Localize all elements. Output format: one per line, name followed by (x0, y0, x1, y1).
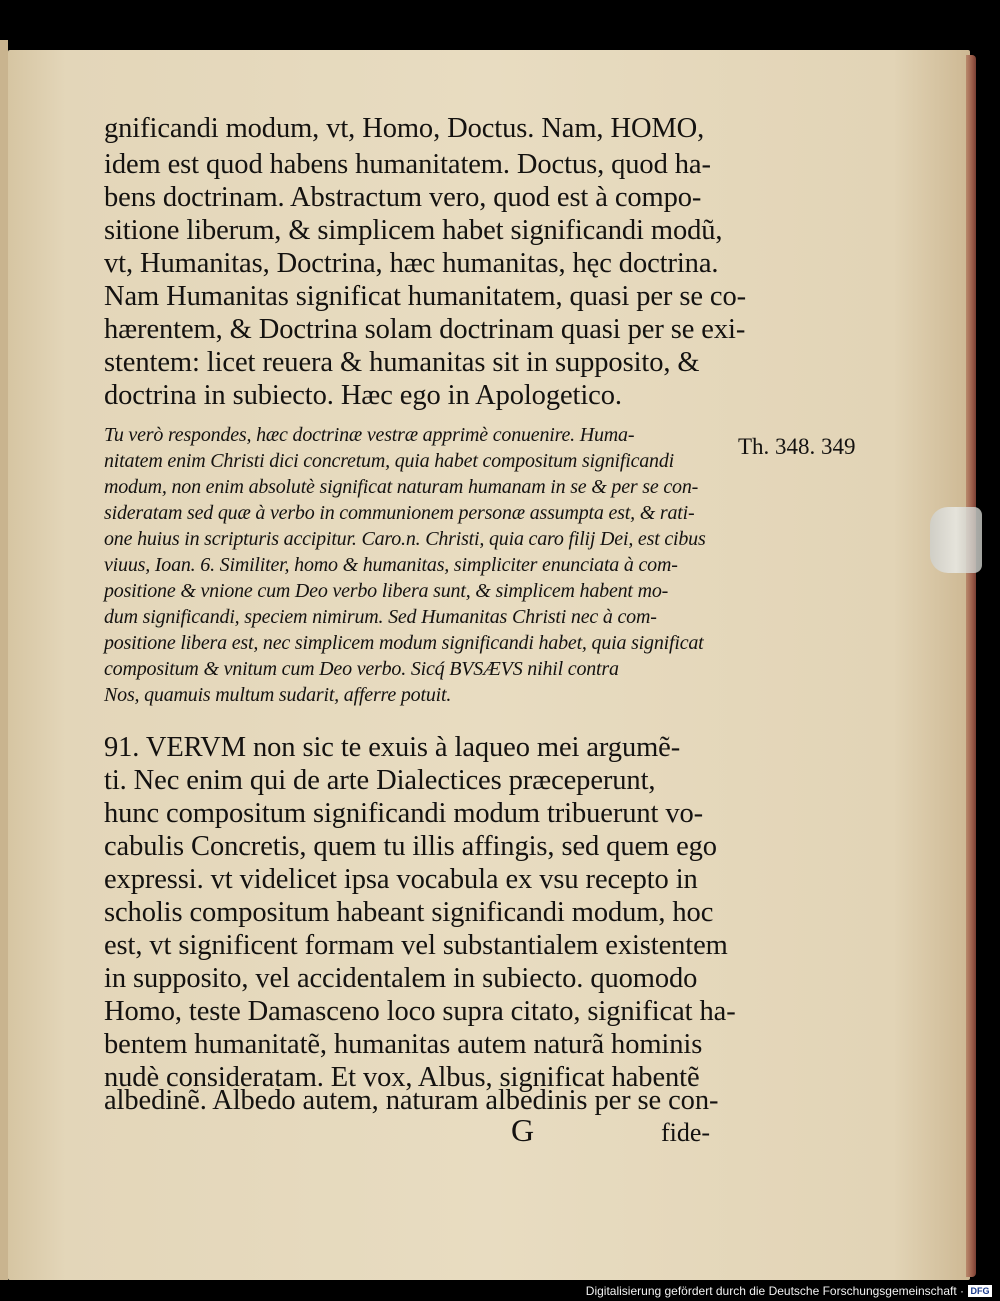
lower-line-8: in supposito, vel accidentalem in subiecto. quomodo (104, 963, 698, 994)
margin-note: Th. 348. 349 (738, 434, 856, 459)
italic-line-3: modum, non enim absolutè significat naturam humanam in se & per se con- (104, 476, 699, 498)
lower-line-2: ti. Nec enim qui de arte Dialectices præceperunt, (104, 765, 656, 796)
lower-line-10: bentem humanitatẽ, humanitas autem naturã hominis (104, 1029, 703, 1060)
lower-line-3: hunc compositum significandi modum tribuerunt vo- (104, 798, 704, 829)
previous-page-edge (0, 40, 8, 1280)
body-line-6: Nam Humanitas significat humanitatem, quasi per se co- (104, 281, 747, 312)
body-line-4: sitione liberum, & simplicem habet significandi modũ, (104, 215, 723, 246)
body-line-3: bens doctrinam. Abstractum vero, quod est à compo- (104, 182, 702, 213)
italic-line-10: compositum & vnitum cum Deo verbo. Sicq́ BVSÆVS nihil contra (104, 658, 619, 680)
italic-line-5: one huius in scripturis accipitur. Caro.n. Christi, quia caro filij Dei, est cibus (104, 528, 706, 550)
lower-line-4: cabulis Concretis, quem tu illis affingis, sed quem ego (104, 831, 717, 862)
lower-line-7: est, vt significent formam vel substantialem existentem (104, 930, 728, 961)
lower-line-5: expressi. vt videlicet ipsa vocabula ex vsu recepto in (104, 864, 698, 895)
catchword: fide- (661, 1118, 711, 1147)
body-line-9: doctrina in subiecto. Hæc ego in Apologetico. (104, 380, 622, 411)
clip-tab (930, 507, 982, 573)
body-line-7: hærentem, & Doctrina solam doctrinam quasi per se exi- (104, 314, 746, 345)
lower-line-12: albedinẽ. Albedo autem, naturam albedinis per se con- (104, 1085, 719, 1116)
body-line-5: vt, Humanitas, Doctrina, hæc humanitas, hęc doctrina. (104, 248, 719, 279)
signature-mark: G (511, 1112, 535, 1148)
italic-line-1: Tu verò respondes, hæc doctrinæ vestræ apprimè conuenire. Huma- (104, 424, 635, 446)
lower-line-1: 91. VERVM non sic te exuis à laqueo mei argumẽ- (104, 732, 681, 763)
footer-credit: Digitalisierung gefördert durch die Deutsche Forschungsgemeinschaft · (585, 1284, 964, 1298)
italic-line-6: viuus, Ioan. 6. Similiter, homo & humanitas, simpliciter enunciata à com- (104, 554, 678, 576)
lower-line-9: Homo, teste Damasceno loco supra citato, significat ha- (104, 996, 736, 1027)
lower-line-11: nudè consideratam. Et vox, Albus, significat habentẽ (104, 1062, 700, 1093)
page-stack-edge (966, 55, 976, 1277)
italic-line-4: sideratam sed quæ à verbo in communionem personæ assumpta est, & rati- (104, 502, 695, 524)
italic-line-7: positione & vnione cum Deo verbo libera sunt, & simplicem habent mo- (104, 580, 669, 602)
body-line-2: idem est quod habens humanitatem. Doctus, quod ha- (104, 149, 711, 180)
lower-line-6: scholis compositum habeant significandi modum, hoc (104, 897, 714, 928)
italic-line-2: nitatem enim Christi dici concretum, quia habet compositum significandi (104, 450, 674, 472)
body-line-1: gnificandi modum, vt, Homo, Doctus. Nam, HOMO, (104, 113, 705, 144)
italic-line-11: Nos, quamuis multum sudarit, afferre potuit. (104, 684, 452, 706)
dfg-logo: DFG (968, 1285, 992, 1297)
body-line-8: stentem: licet reuera & humanitas sit in supposito, & (104, 347, 700, 378)
italic-line-8: dum significandi, speciem nimirum. Sed Humanitas Christi nec à com- (104, 606, 657, 628)
italic-line-9: positione libera est, nec simplicem modum significandi habet, quia significat (104, 632, 704, 654)
